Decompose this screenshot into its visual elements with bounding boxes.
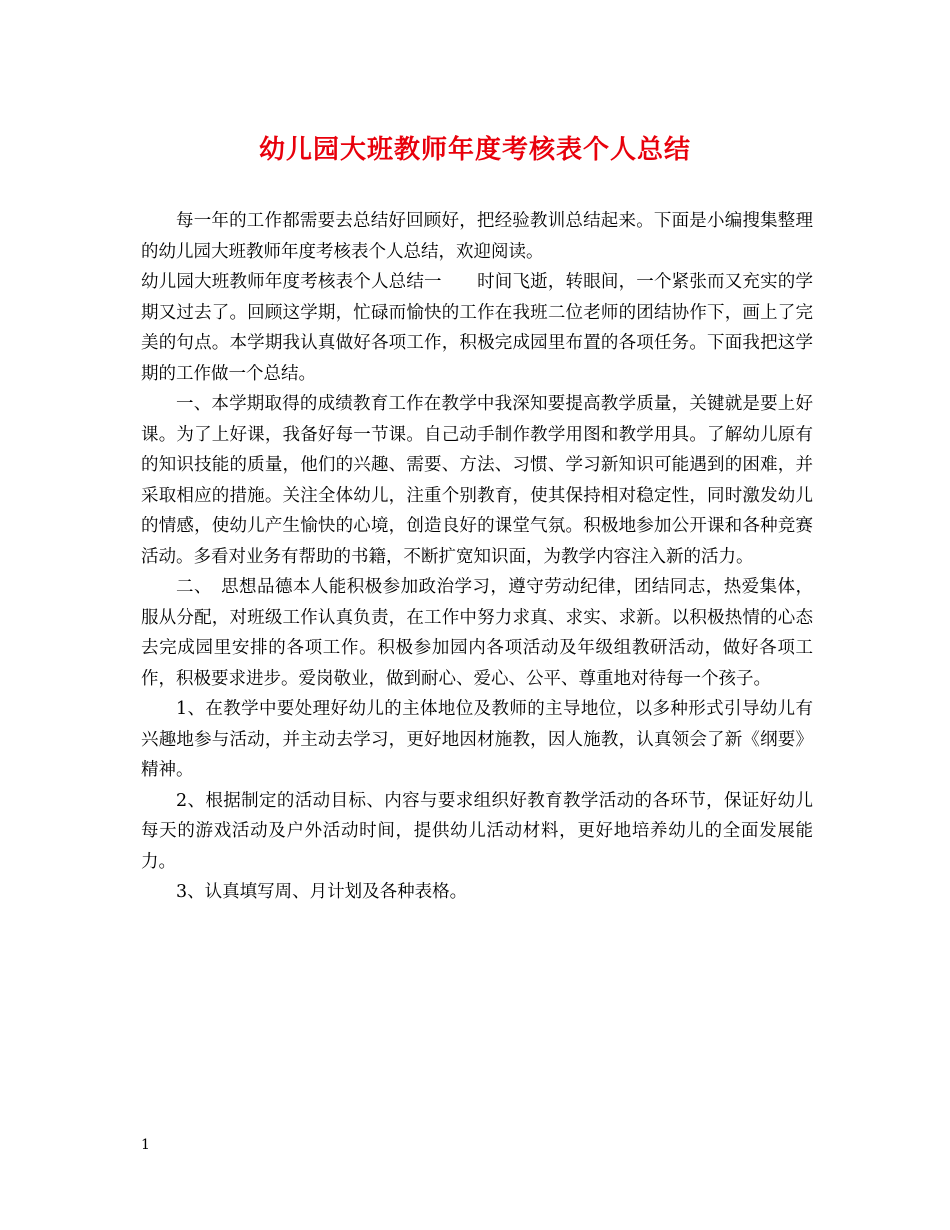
moral-character-paragraph: 二、 思想品德本人能积极参加政治学习，遵守劳动纪律，团结同志，热爱集体，服从分配，对班级工作认真负责，在工作中努力求真、求实、求新。以积极热情的心态去完成园里安排的各项工作。积极参加园内各项活动及年级组教研活动，做好各项工作，积极要求进步。爱岗敬业，做到耐心、爱心、公平、尊重地对待每一个孩子。 <box>141 577 813 689</box>
page-number: 1 <box>141 1137 150 1153</box>
item-three-paragraph: 3、认真填写周、月计划及各种表格。 <box>176 882 468 902</box>
document-body <box>141 206 813 908</box>
item-one-paragraph: 1、在教学中要处理好幼儿的主体地位及教师的主导地位，以多种形式引导幼儿有兴趣地参与活动，并主动去学习，更好地因材施教，因人施教，认真领会了新《纲要》精神。 <box>141 699 813 780</box>
achievements-paragraph: 一、本学期取得的成绩教育工作在教学中我深知要提高教学质量，关键就是要上好课。为了上好课，我备好每一节课。自己动手制作教学用图和教学用具。了解幼儿原有的知识技能的质量，他们的兴趣、需要、方法、习惯、学习新知识可能遇到的困难，并采取相应的措施。关注全体幼儿，注重个别教育，使其保持相对稳定性，同时激发幼儿的情感，使幼儿产生愉快的心境，创造良好的课堂气氛。积极地参加公开课和各种竞赛活动。多看对业务有帮助的书籍，不断扩宽知识面，为教学内容注入新的活力。 <box>141 394 813 567</box>
item-two-paragraph: 2、根据制定的活动目标、内容与要求组织好教育教学活动的各环节，保证好幼儿每天的游戏活动及户外活动时间，提供幼儿活动材料，更好地培养幼儿的全面发展能力。 <box>141 790 813 872</box>
document-title: 幼儿园大班教师年度考核表个人总结 <box>258 135 691 165</box>
summary-one-paragraph: 幼儿园大班教师年度考核表个人总结一 时间飞逝，转眼间，一个紧张而又充实的学期又过去了。回顾这学期，忙碌而愉快的工作在我班二位老师的团结协作下，画上了完美的句点。本学期我认真做好各项工作，积极完成园里布置的各项任务。下面我把这学期的工作做一个总结。 <box>141 272 813 384</box>
intro-paragraph: 每一年的工作都需要去总结好回顾好，把经验教训总结起来。下面是小编搜集整理的幼儿园大班教师年度考核表个人总结，欢迎阅读。 <box>141 211 813 262</box>
